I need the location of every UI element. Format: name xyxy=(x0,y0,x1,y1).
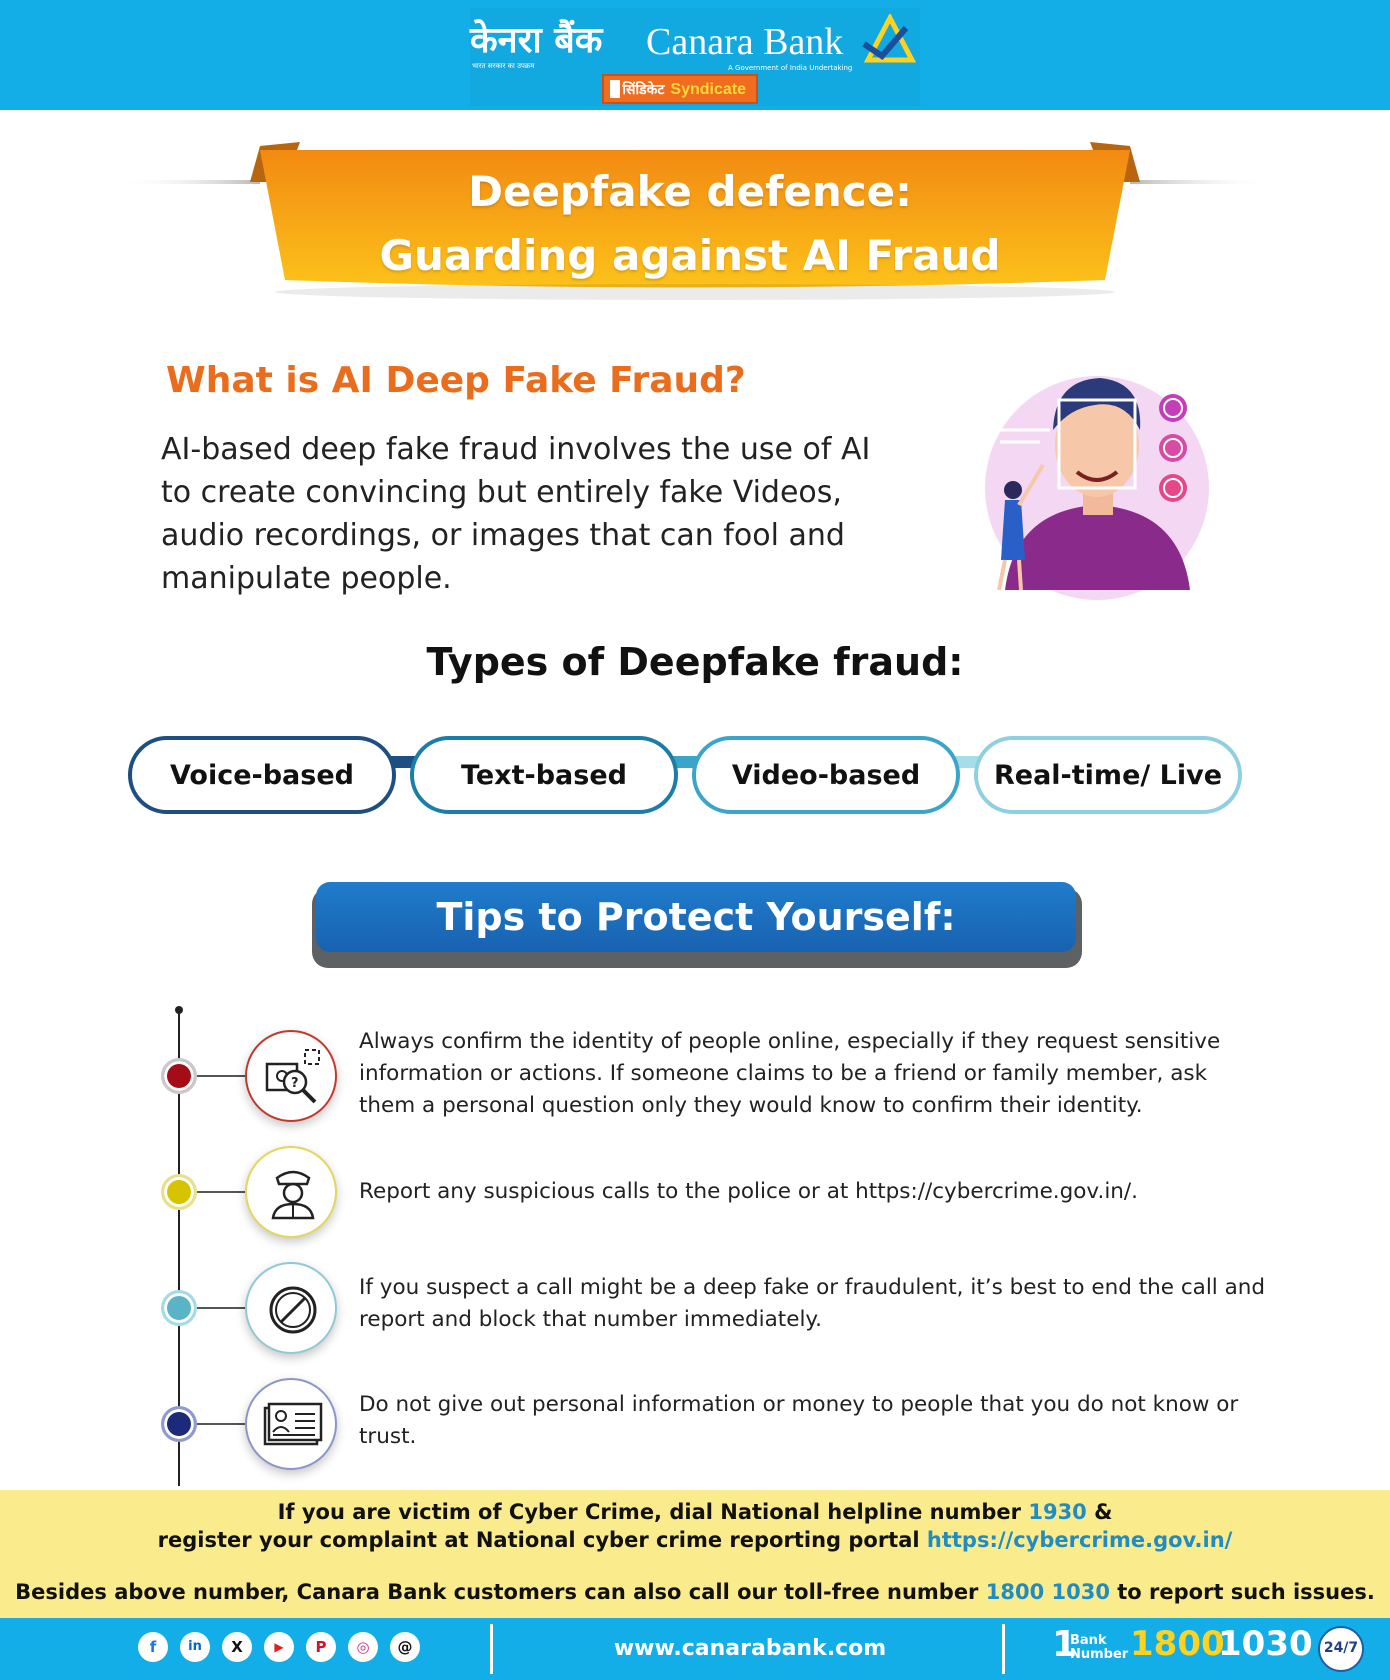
timeline-connector-1 xyxy=(197,1075,245,1077)
bank-word: Bank xyxy=(1070,1633,1107,1648)
identity-search-icon xyxy=(247,1032,339,1124)
helpline-line-3-text: Besides above number, Canara Bank customers can also call our toll-free number xyxy=(15,1580,986,1604)
block-icon xyxy=(247,1264,339,1356)
helpline-number[interactable]: 1930 xyxy=(1028,1500,1087,1524)
svg-text:?: ? xyxy=(291,1076,299,1091)
footer-divider xyxy=(490,1624,493,1674)
title-line-1: Deepfake defence: xyxy=(468,167,912,216)
logo-english-text: Canara Bank xyxy=(646,21,844,63)
tip-text-3: If you suspect a call might be a deep fake or fraudulent, it’s best to end the call and report and block that number immediately. xyxy=(359,1275,1266,1332)
timeline-node-1 xyxy=(161,1058,197,1094)
canara-bank-logo[interactable] xyxy=(470,8,920,106)
tollfree-one: 1 xyxy=(1052,1624,1078,1665)
tip-text-4: Do not give out personal information or money to people that you do not know or trust. xyxy=(359,1392,1239,1449)
timeline-node-3 xyxy=(161,1290,197,1326)
tollfree-number-part1[interactable]: 1800 xyxy=(1130,1624,1225,1664)
cybercrime-portal-link[interactable]: https://cybercrime.gov.in/ xyxy=(926,1528,1233,1552)
tollfree-number-part2[interactable]: 1030 xyxy=(1218,1624,1313,1664)
logo-english-subtext: A Government of India Undertaking xyxy=(728,64,853,72)
timeline-connector-4 xyxy=(197,1423,245,1425)
pinterest-icon[interactable]: P xyxy=(306,1632,336,1662)
tip-text-1: Always confirm the identity of people online, especially if they request sensitive information or actions. If someone claims to be a friend or family member, ask them a personal question only they would know to confirm their identity. xyxy=(359,1029,1221,1118)
logo-hindi-subtext: भारत सरकार का उपक्रम xyxy=(472,62,535,70)
threads-icon[interactable]: @ xyxy=(390,1632,420,1662)
helpline-line-1-post: & xyxy=(1086,1500,1113,1524)
tollfree-label xyxy=(1070,1634,1128,1662)
helpline-band xyxy=(0,1490,1390,1618)
footer-divider xyxy=(1002,1624,1005,1674)
timeline-node-2 xyxy=(161,1174,197,1210)
police-officer-icon xyxy=(247,1148,339,1240)
timeline-connector-2 xyxy=(197,1191,245,1193)
tip-icon-circle-2 xyxy=(245,1146,337,1238)
syndicate-english-text: Syndicate xyxy=(670,81,746,98)
tip-icon-circle-4 xyxy=(245,1378,337,1470)
tip-icon-circle-1 xyxy=(245,1030,337,1122)
title-line-2: Guarding against AI Fraud xyxy=(379,231,1001,280)
timeline-connector-3 xyxy=(197,1307,245,1309)
tip-text-2: Report any suspicious calls to the police or at https://cybercrime.gov.in/. xyxy=(359,1179,1138,1204)
x-icon[interactable]: X xyxy=(222,1632,252,1662)
id-card-icon xyxy=(247,1380,339,1472)
face-recognition-illustration xyxy=(975,360,1220,600)
website-link[interactable]: www.canarabank.com xyxy=(613,1636,887,1661)
helpline-line-3-post: to report such issues. xyxy=(1109,1580,1375,1604)
youtube-icon[interactable]: ▶ xyxy=(264,1632,294,1662)
tip-icon-circle-3 xyxy=(245,1262,337,1354)
number-word: Number xyxy=(1070,1647,1129,1662)
tips-heading: Tips to Protect Yourself: xyxy=(316,882,1076,952)
syndicate-mark-icon xyxy=(610,80,620,98)
syndicate-hindi-text: सिंडिकेट xyxy=(622,81,665,97)
tollfree-number[interactable]: 1800 1030 xyxy=(985,1580,1110,1604)
intro-heading: What is AI Deep Fake Fraud? xyxy=(166,360,746,401)
instagram-icon[interactable]: ◎ xyxy=(348,1632,378,1662)
canara-triangle-icon xyxy=(860,14,916,70)
type-pill-voice: Voice-based xyxy=(128,736,396,814)
type-pill-video: Video-based xyxy=(692,736,960,814)
intro-body: AI-based deep fake fraud involves the use of AI to create convincing but entirely fake Videos, audio recordings, or images that can fool and manipulate people. xyxy=(161,432,871,596)
title-ribbon xyxy=(120,140,1270,310)
helpline-line-1 xyxy=(0,1500,1390,1524)
type-pill-text: Text-based xyxy=(410,736,678,814)
helpline-line-2-text: register your complaint at National cyber crime reporting portal xyxy=(157,1528,927,1552)
helpline-line-2 xyxy=(0,1528,1390,1552)
header-bar xyxy=(0,0,1390,110)
facebook-icon[interactable]: f xyxy=(138,1632,168,1662)
footer-bar xyxy=(0,1618,1390,1680)
syndicate-badge xyxy=(602,74,758,104)
helpline-line-1-text: If you are victim of Cyber Crime, dial National helpline number xyxy=(277,1500,1029,1524)
type-pill-realtime: Real-time/ Live xyxy=(974,736,1242,814)
helpline-line-3 xyxy=(0,1580,1390,1604)
linkedin-icon[interactable]: in xyxy=(180,1632,210,1662)
logo-hindi-text: केनरा बैंक xyxy=(470,19,603,61)
timeline-node-4 xyxy=(161,1406,197,1442)
types-heading: Types of Deepfake fraud: xyxy=(426,640,964,684)
badge-247-icon: 24/7 xyxy=(1318,1626,1364,1672)
